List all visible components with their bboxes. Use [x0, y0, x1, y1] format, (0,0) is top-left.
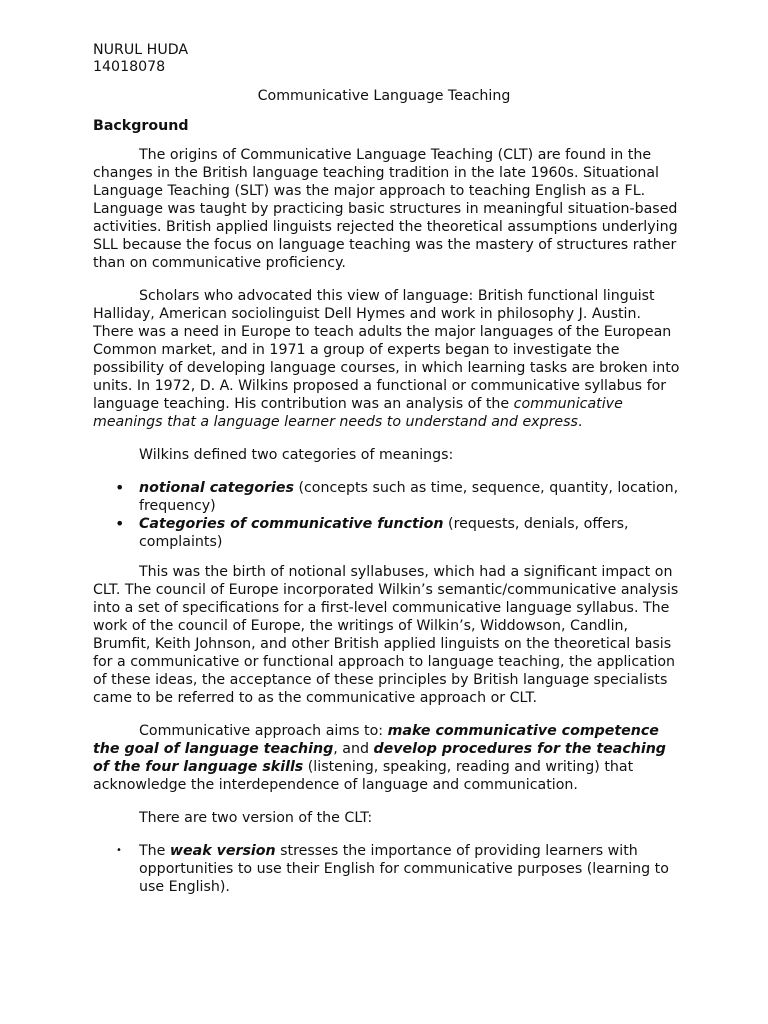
list-term: Categories of communicative function: [139, 516, 444, 532]
document-body: [93, 146, 685, 908]
scholars-italic: communicative meanings that a language learner needs to understand and express: [93, 396, 623, 430]
aims-intro: Communicative approach aims to:: [139, 723, 388, 739]
aims-and: , and: [333, 741, 374, 757]
scholars-end: .: [577, 414, 583, 430]
paragraph-scholars: [93, 287, 685, 431]
aims-goal-1: make communicative competence the goal of language teaching: [93, 723, 659, 757]
versions-list: [93, 842, 685, 896]
list-term: weak version: [169, 843, 276, 859]
list-desc: (requests, denials, offers, complaints): [139, 516, 629, 550]
document-title: Communicative Language Teaching: [257, 88, 511, 104]
bullet-icon: •: [116, 845, 122, 856]
meanings-list: [93, 479, 685, 551]
list-pre: The: [139, 843, 170, 859]
bullet-icon: •: [115, 478, 125, 497]
author-name: NURUL HUDA: [93, 42, 189, 58]
paragraph-wilkins: Wilkins defined two categories of meanings:: [139, 447, 454, 463]
list-term: notional categories: [139, 480, 294, 496]
student-id: 14018078: [93, 59, 166, 75]
scholars-text: Scholars who advocated this view of language: British functional linguist Halliday, American sociolinguist Dell Hymes and work in philosophy J. Austin. There was a need in Europe to teach adults the major languages of the European Common market, and in 1971 a group of experts began to investigate the possibility of developing language courses, in which learning tasks are broken into units. In 1972, D. A. Wilkins proposed a functional or communicative syllabus for language teaching. His contribution was an analysis of the: [93, 288, 680, 412]
list-item: [93, 479, 685, 515]
aims-rest: (listening, speaking, reading and writing) that acknowledge the interdependence of language and communication.: [93, 759, 634, 793]
paragraph-versions: There are two version of the CLT:: [139, 810, 373, 826]
paragraph-aims: [93, 722, 685, 794]
paragraph-origins: The origins of Communicative Language Teaching (CLT) are found in the changes in the British language teaching tradition in the late 1960s. Situational Language Teaching (SLT) was the major approach to teaching English as a FL. Language was taught by practicing basic structures in meaningful situation-based activities. British applied linguists rejected the theoretical assumptions underlying SLL because the focus on language teaching was the mastery of structures rather than on communicative proficiency.: [93, 147, 678, 271]
bullet-icon: •: [115, 514, 125, 533]
paragraph-notional: This was the birth of notional syllabuses, which had a significant impact on CLT. The council of Europe incorporated Wilkin’s semantic/communicative analysis into a set of specifications for a first-level communicative language syllabus. The work of the council of Europe, the writings of Wilkin’s, Widdowson, Candlin, Brumfit, Keith Johnson, and other British applied linguists on the theoretical basis for a communicative or functional approach to language teaching, the application of these ideas, the acceptance of these principles by British language specialists came to be referred to as the communicative approach or CLT.: [93, 564, 679, 706]
aims-goal-2: develop procedures for the teaching of the four language skills: [93, 741, 666, 775]
author-header: [93, 42, 188, 76]
list-item: [93, 515, 685, 551]
list-desc: stresses the importance of providing learners with opportunities to use their English for communicative purposes (learning to use English).: [139, 843, 669, 895]
section-heading: Background: [93, 118, 189, 134]
list-desc: (concepts such as time, sequence, quantity, location, frequency): [139, 480, 679, 514]
list-item: [93, 842, 685, 896]
